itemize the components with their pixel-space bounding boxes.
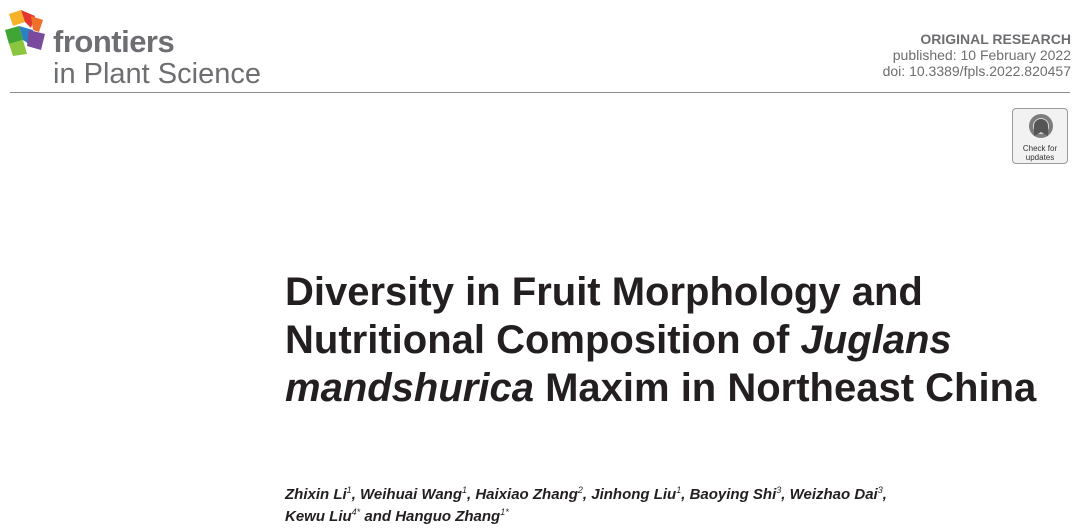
author-separator: , — [781, 486, 790, 503]
author[interactable]: Kewu Liu — [285, 508, 352, 525]
journal-logo-subtitle: in Plant Science — [53, 58, 261, 90]
author-affiliation: 1 — [461, 485, 467, 495]
check-for-updates-icon — [1027, 113, 1055, 143]
author-affiliation: 3 — [776, 485, 782, 495]
published-date: published: 10 February 2022 — [892, 47, 1071, 63]
author[interactable]: Jinhong Liu — [591, 486, 677, 503]
author-separator: , — [351, 486, 361, 503]
author-affiliation: 3 — [877, 485, 883, 495]
check-for-updates-button[interactable] — [1012, 108, 1068, 164]
frontiers-cube-logo-icon — [5, 10, 47, 56]
author-separator: , — [882, 486, 887, 503]
check-for-updates-label — [1013, 144, 1067, 162]
author-list — [285, 484, 1075, 528]
article-title — [285, 268, 1065, 412]
check-label-line1: Check for — [1022, 144, 1058, 153]
author-affiliation: 4* — [351, 507, 361, 517]
author[interactable]: Hanguo Zhang — [395, 508, 501, 525]
header-divider — [10, 92, 1070, 93]
author-separator: , — [467, 486, 476, 503]
article-meta — [883, 31, 1071, 79]
title-species: Juglans mandshurica — [285, 318, 952, 410]
article-type: ORIGINAL RESEARCH — [920, 31, 1071, 47]
author[interactable]: Zhixin Li — [285, 486, 347, 503]
check-label-line2: updates — [1025, 153, 1055, 162]
journal-logo[interactable] — [5, 10, 275, 90]
author-separator: , — [582, 486, 592, 503]
author-separator: , — [681, 486, 690, 503]
title-part1: Diversity in Fruit Morphology and Nutritional Composition of — [285, 270, 923, 362]
author-separator: and — [360, 508, 396, 525]
author-affiliation: 2 — [577, 485, 583, 495]
author[interactable]: Baoying Shi — [689, 486, 777, 503]
author[interactable]: Weihuai Wang — [360, 486, 462, 503]
author-affiliation: 1 — [346, 485, 352, 495]
author-affiliation: 1 — [676, 485, 682, 495]
title-part2: Maxim in Northeast China — [533, 366, 1037, 410]
author-affiliation: 1* — [500, 507, 509, 517]
journal-logo-frontiers: frontiers — [53, 24, 175, 59]
author[interactable]: Haixiao Zhang — [475, 486, 578, 503]
article-doi[interactable]: doi: 10.3389/fpls.2022.820457 — [882, 63, 1071, 79]
author[interactable]: Weizhao Dai — [789, 486, 878, 503]
